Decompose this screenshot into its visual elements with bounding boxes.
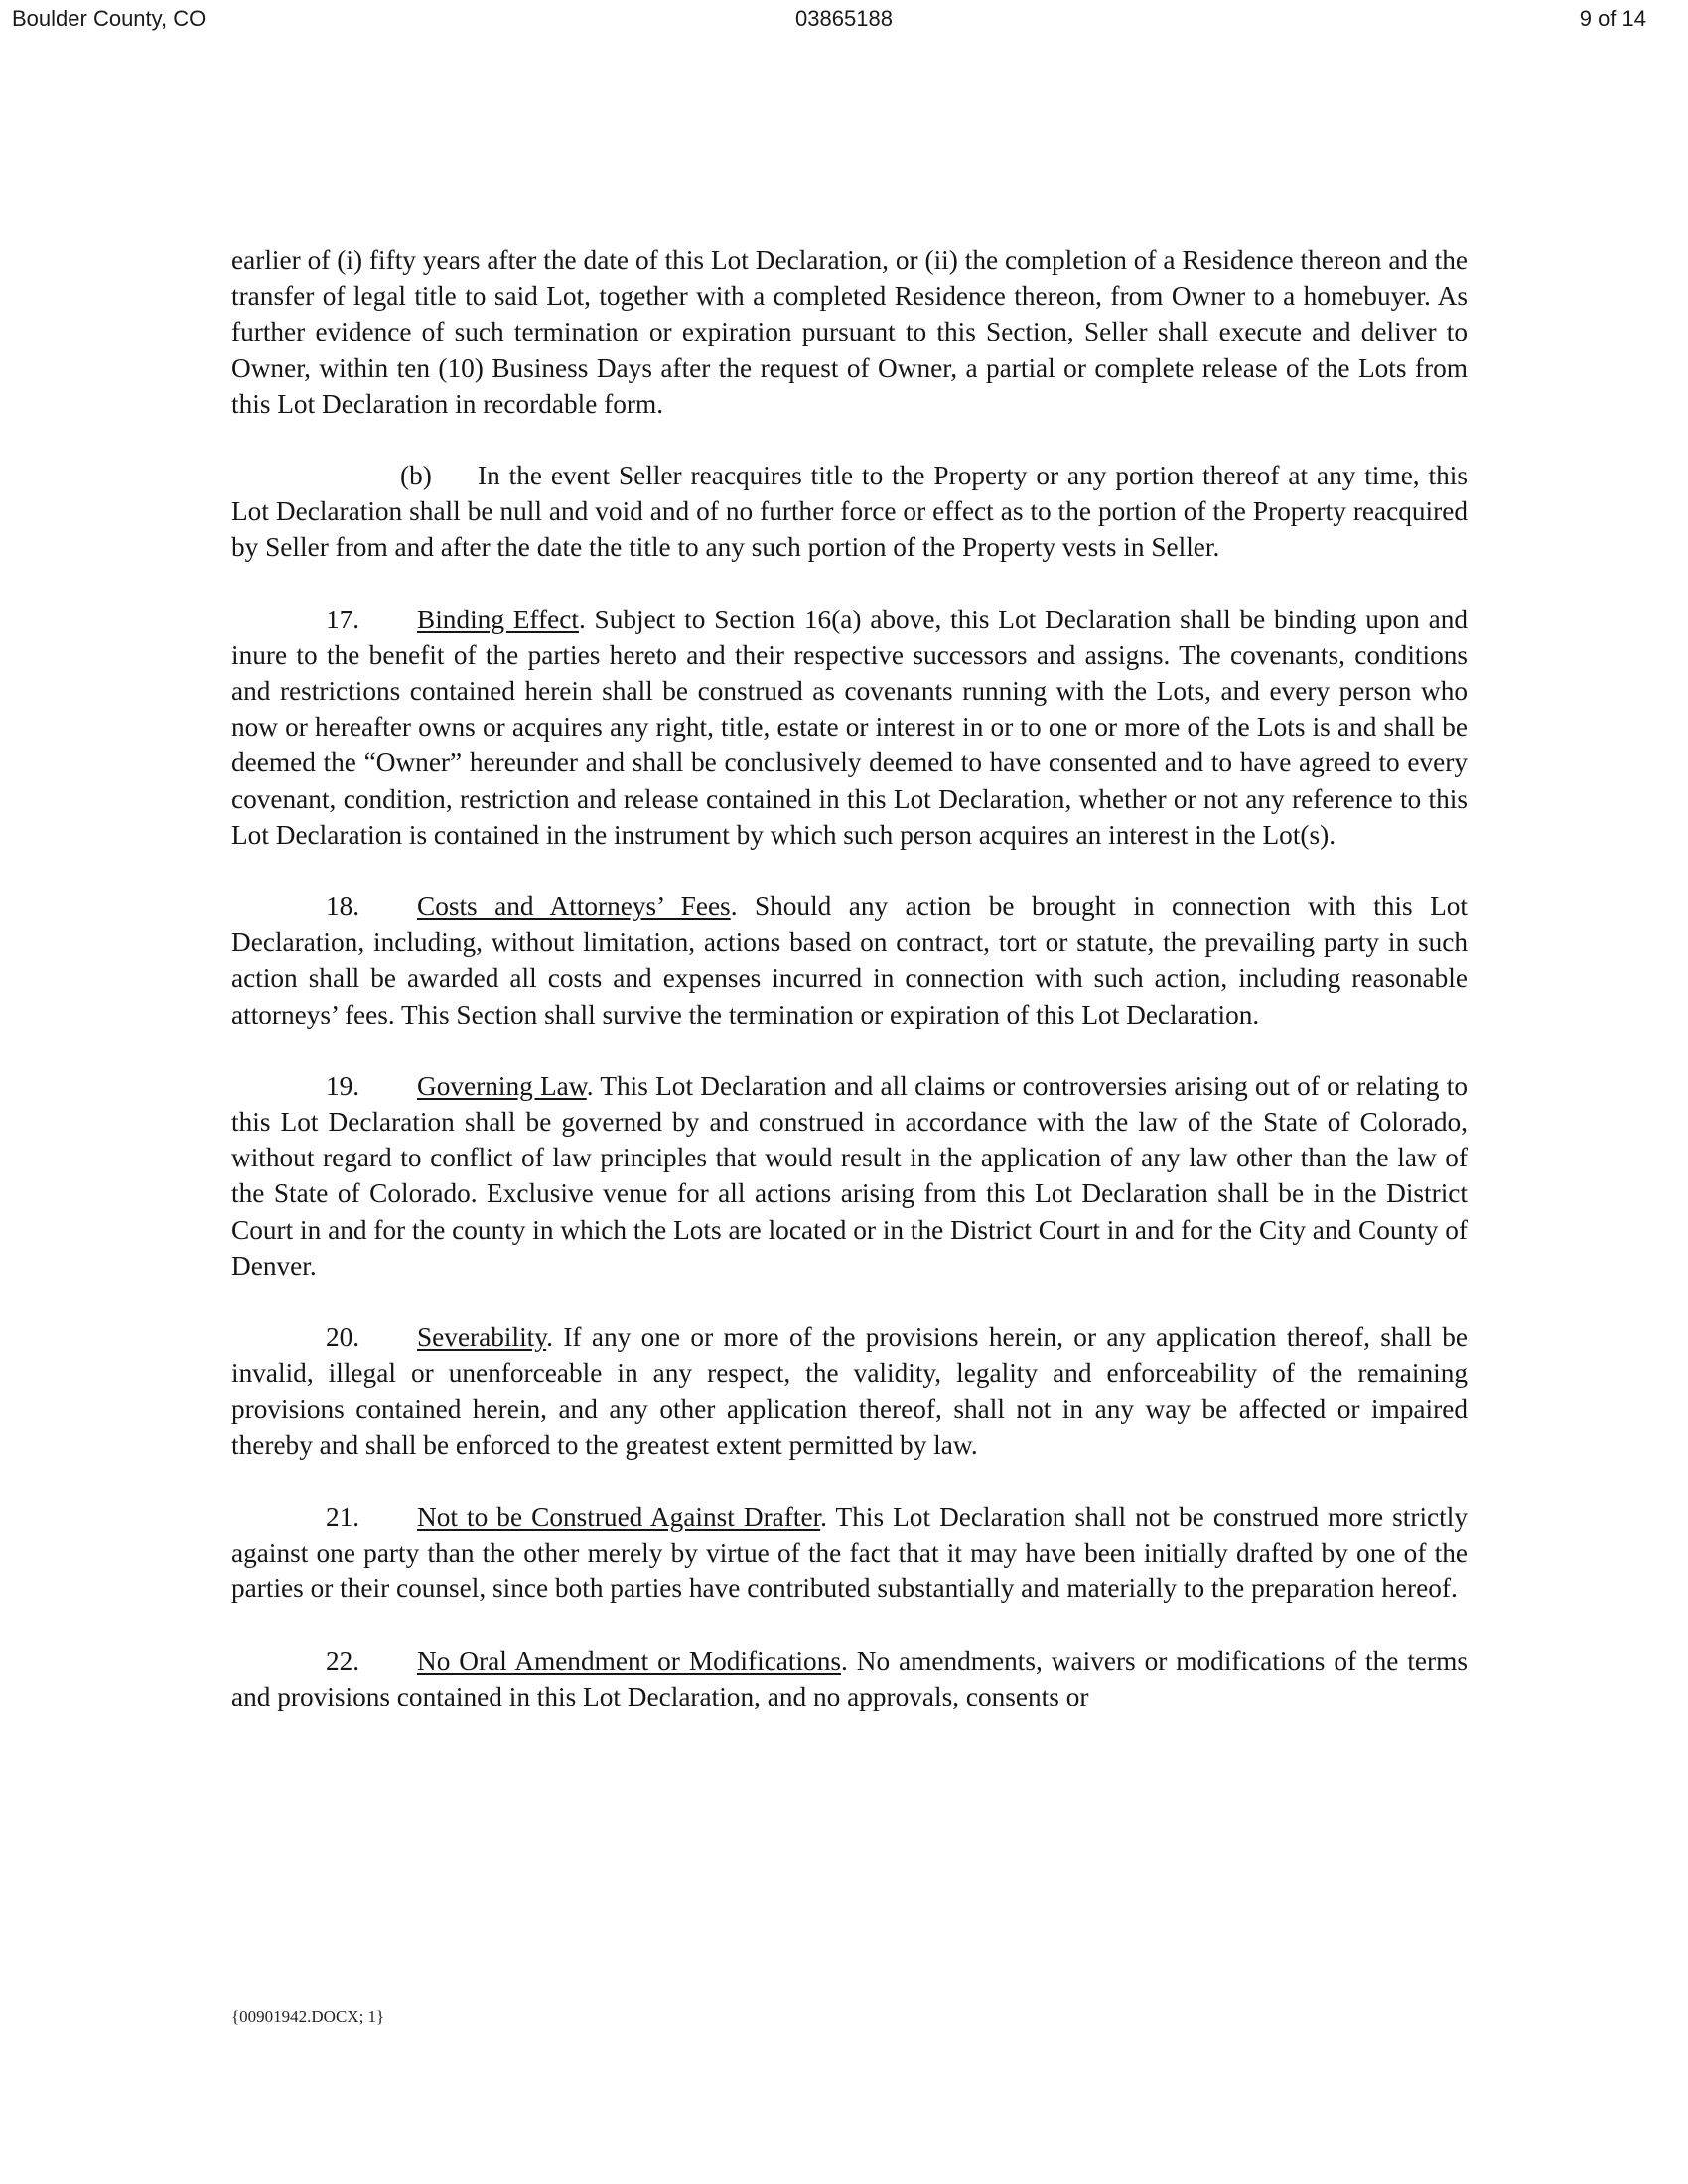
section-number: 21. <box>326 1501 360 1532</box>
paragraph-text: In the event Seller reacquires title to the Property or any portion thereof at any time, this Lot Declaration shall be null and void and of no further force or effect as to the portion of the Property reacquired by Seller from and after the date the title to any such portion of the Property vests in Seller. <box>231 461 1468 563</box>
section-heading: Not to be Construed Against Drafter <box>417 1501 821 1532</box>
section-heading: No Oral Amendment or Modifications <box>417 1645 841 1676</box>
county-label: Boulder County, CO <box>12 6 207 31</box>
section-17 <box>231 602 1468 853</box>
section-text: . No amendments, waivers or modifications of the terms and provisions contained in this Lot Declaration, and no approvals, consents or <box>231 1645 1468 1711</box>
section-text: . This Lot Declaration and all claims or controversies arising out of or relating to this Lot Declaration shall be governed by and construed in accordance with the law of the State of Colorado, without regard to conflict of law principles that would result in the application of any law other than the law of the State of Colorado. Exclusive venue for all actions arising from this Lot Declaration shall be in the District Court in and for the county in which the Lots are located or in the District Court in and for the City and County of Denver. <box>231 1070 1468 1281</box>
section-19 <box>231 1068 1468 1284</box>
section-heading: Binding Effect <box>417 604 579 634</box>
section-18 <box>231 888 1468 1032</box>
section-text: . Subject to Section 16(a) above, this Lot Declaration shall be binding upon and inure to the benefit of the parties hereto and their respective successors and assigns. The covenants, conditions and restrictions contained herein shall be construed as covenants running with the Lots, and every person who now or hereafter owns or acquires any right, title, estate or interest in or to one or more of the Lots is and shall be deemed the “Owner” hereunder and shall be conclusively deemed to have consented and to have agreed to every covenant, condition, restriction and release contained in this Lot Declaration, whether or not any reference to this Lot Declaration is contained in the instrument by which such person acquires an interest in the Lot(s). <box>231 604 1468 850</box>
section-number: 17. <box>326 604 360 634</box>
section-number: 20. <box>326 1322 360 1353</box>
page-header <box>0 6 1688 38</box>
section-number: 18. <box>326 891 360 922</box>
document-reference: {00901942.DOCX; 1} <box>231 2007 385 2026</box>
section-21 <box>231 1499 1468 1607</box>
subsection-label: (b) <box>400 461 432 491</box>
section-heading: Costs and Attorneys’ Fees <box>417 891 731 922</box>
paragraph-16a-continued: earlier of (i) fifty years after the date of this Lot Declaration, or (ii) the completion of a Residence thereon and the transfer of legal title to said Lot, together with a completed Residence thereon, from Owner to a homebuyer. As further evidence of such termination or expiration pursuant to this Section, Seller shall execute and deliver to Owner, within ten (10) Business Days after the request of Owner, a partial or complete release of the Lots from this Lot Declaration in recordable form. <box>231 245 1468 419</box>
document-number: 03865188 <box>795 6 893 31</box>
section-heading: Severability <box>417 1322 547 1353</box>
section-heading: Governing Law <box>417 1070 587 1101</box>
section-number: 22. <box>326 1645 360 1676</box>
section-number: 19. <box>326 1070 360 1101</box>
section-20 <box>231 1319 1468 1463</box>
section-22 <box>231 1643 1468 1714</box>
section-text: . If any one or more of the provisions herein, or any application thereof, shall be invalid, illegal or unenforceable in any respect, the validity, legality and enforceability of the remaining provisions contained herein, and any other application thereof, shall not in any way be affected or impaired thereby and shall be enforced to the greatest extent permitted by law. <box>231 1322 1468 1460</box>
section-text: . Should any action be brought in connection with this Lot Declaration, including, without limitation, actions based on contract, tort or statute, the prevailing party in such action shall be awarded all costs and expenses incurred in connection with such action, including reasonable attorneys’ fees. This Section shall survive the termination or expiration of this Lot Declaration. <box>231 891 1468 1029</box>
page-count: 9 of 14 <box>1579 6 1646 31</box>
document-body <box>231 242 1468 1750</box>
section-text: . This Lot Declaration shall not be construed more strictly against one party than the other merely by virtue of the fact that it may have been initially drafted by one of the parties or their counsel, since both parties have contributed substantially and materially to the preparation hereof. <box>231 1501 1468 1604</box>
paragraph-16b <box>231 458 1468 566</box>
